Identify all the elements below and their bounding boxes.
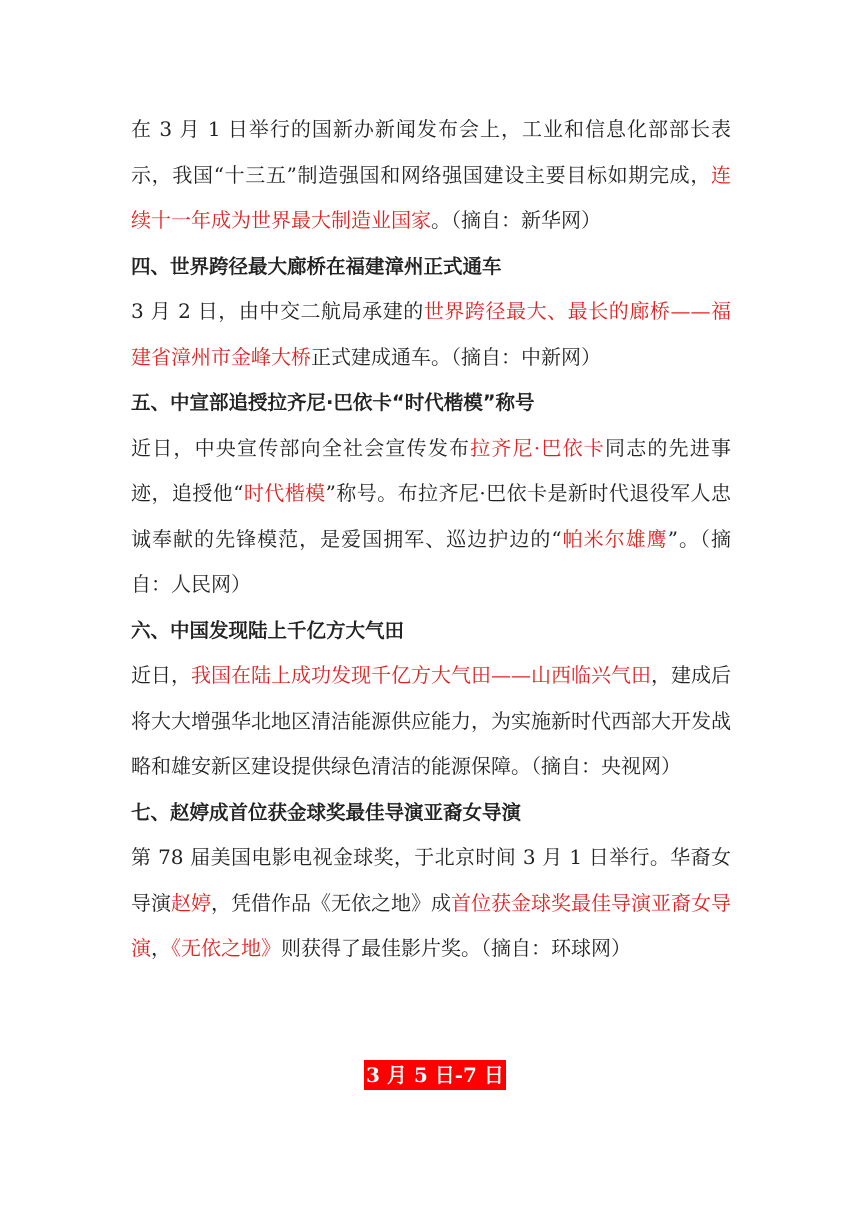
- item6-heading: 六、中国发现陆上千亿方大气田: [131, 618, 405, 642]
- item7-highlight-2: 首位获金球奖最佳导演亚裔女导演: [131, 890, 731, 960]
- item4-highlight: 世界跨径最大、最长的廊桥——福建省漳州市金峰大桥: [131, 299, 731, 369]
- item5-highlight-2: 时代楷模: [243, 481, 326, 505]
- item5-text-2: 同志的先进事迹，追授他“: [131, 435, 732, 505]
- item7-text-3: ，: [151, 936, 171, 960]
- item4-heading: 四、世界跨径最大廊桥在福建漳州正式通车: [131, 254, 502, 278]
- item7-highlight-1: 赵婷: [171, 890, 211, 915]
- item5-text-1: 近日，中央宣传部向全社会宣传发布: [131, 435, 471, 460]
- item4-paragraph: [131, 289, 731, 380]
- date-badge: 3 月 5 日-7 日: [364, 1060, 506, 1090]
- item5-highlight-3: 帕米尔雄鹰: [561, 526, 668, 551]
- item7-text-1: 第 78 届美国电影电视金球奖，于北京时间 3 月 1 日举行。华裔女导演: [131, 845, 731, 915]
- document-body: [131, 107, 731, 972]
- item5-text-4: ”。（摘自：人民网）: [131, 526, 731, 596]
- item7-text-4: 则获得了最佳影片奖。（摘自：环球网）: [281, 936, 631, 960]
- item5-highlight-1: 拉齐尼·巴依卡: [470, 435, 606, 460]
- item3-text-1: 在 3 月 1 日举行的国新办新闻发布会上，工业和信息化部部长表示，我国“十三五”制造强国和网络强国建设主要目标如期完成，: [131, 117, 731, 187]
- item6-paragraph: [131, 653, 731, 790]
- item3-highlight: 连续十一年成为世界最大制造业国家: [131, 162, 731, 232]
- item5-text-3: ”称号。布拉齐尼·巴依卡是新时代退役军人忠诚奉献的先锋模范，是爱国拥军、巡边护边的“: [131, 481, 731, 551]
- item3-paragraph: [131, 107, 731, 244]
- item4-text-1: 3 月 2 日，由中交二航局承建的: [131, 299, 424, 323]
- item7-highlight-3: 《无依之地》: [171, 936, 281, 960]
- item6-highlight: 我国在陆上成功发现千亿方大气田——山西临兴气田: [191, 663, 651, 687]
- item7-text-2: ，凭借作品《无依之地》成: [211, 890, 451, 915]
- item4-text-2: 正式建成通车。（摘自：中新网）: [311, 344, 601, 369]
- item7-heading: 七、赵婷成首位获金球奖最佳导演亚裔女导演: [131, 800, 522, 824]
- item5-paragraph: [131, 426, 731, 608]
- item6-text-1: 近日，: [131, 663, 191, 687]
- item3-text-2: 。（摘自：新华网）: [431, 208, 601, 232]
- item6-text-2: ，建成后将大大增强华北地区清洁能源供应能力，为实施新时代西部大开发战略和雄安新区建设提供绿色清洁的能源保障。（摘自：央视网）: [131, 663, 731, 778]
- item5-heading: 五、中宣部追授拉齐尼·巴依卡“时代楷模”称号: [131, 391, 535, 414]
- item7-paragraph: [131, 835, 731, 972]
